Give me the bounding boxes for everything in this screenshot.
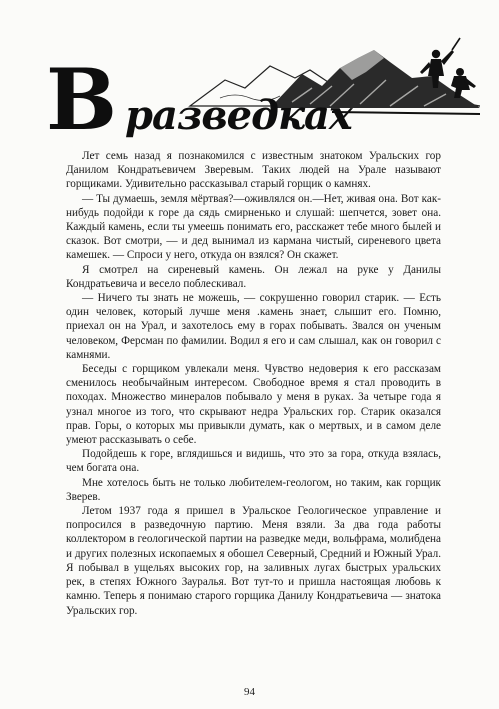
- paragraph: Я смотрел на сиреневый камень. Он лежал на руке у Данилы Кондратьевича и весело поблескивал.: [66, 263, 441, 290]
- paragraph: Летом 1937 года я пришел в Уральское Геологическое управление и попросился в разведочную партию. Меня взяли. За два года работы коллектором в геологической партии на разведке меди, вольфрама, молибдена и других полезных ископаемых я обошел Северный, Средний и Южный Урал. Я побывал в ущельях высоких гор, на заливных лугах быстрых уральских рек, в степях Южного Зауралья. Вот тут-то и пришла настоящая любовь к камню. Теперь я понимаю старого горщика Данилу Кондратьевича — знатока Уральских гор.: [66, 505, 441, 617]
- paragraph: Мне хотелось быть не только любителем-геологом, но таким, как горщик Зверев.: [66, 476, 441, 503]
- paragraph: Лет семь назад я познакомился с известным знатоком Уральских гор Данилом Кондратьевичем Зверевым. Таких людей на Урале называют горщиками. Удивительно рассказывал старый горщик о камнях.: [66, 150, 441, 191]
- chapter-title-rest: разведках: [125, 92, 352, 139]
- paragraph: — Ты думаешь, земля мёртвая?—оживлялся он.—Нет, живая она. Вот как-нибудь подойди к горе да сядь смирненько и слушай: шепчется, зовет она. Каждый камень, если ты умеешь понимать его, расскажет тебе много былей и сказок. Вот смотри, — и дед вынимал из кармана чистый, сиреневого цвета камешек. — Спроси у него, откуда он взялся? Он скажет.: [66, 192, 441, 262]
- page-number: 94: [244, 686, 255, 698]
- paragraph: Подойдешь к горе, вглядишься и видишь, что это за гора, откуда взялась, чем богата она.: [66, 448, 441, 475]
- chapter-title-illustration: [40, 28, 480, 149]
- paragraph: Беседы с горщиком увлекали меня. Чувство недоверия к его рассказам сменилось необычайным интересом. Свободное время я стал проводить в походах. Множество минералов побывало у меня в руках. За четыре года я узнал многое из того, что скрывают недра Уральских гор. Старик оказался прав. Горы, о которых мы привыкли думать, как о мертвых, и в самом деле умеют рассказывать о себе.: [66, 363, 441, 447]
- paragraph: — Ничего ты знать не можешь, — сокрушенно говорил старик. — Есть один человек, который лучше меня .камень знает, слышит его. Помню, приехал он на Урал, и захотелось ему в горах побывать. Звался он ученым человеком, Ферсман по фамилии. Водил я его и сам слышал, как он говорил с камнями.: [66, 292, 441, 361]
- chapter-title-initial: В: [46, 50, 117, 149]
- body-text: [66, 149, 441, 618]
- chapter-title: [46, 50, 352, 149]
